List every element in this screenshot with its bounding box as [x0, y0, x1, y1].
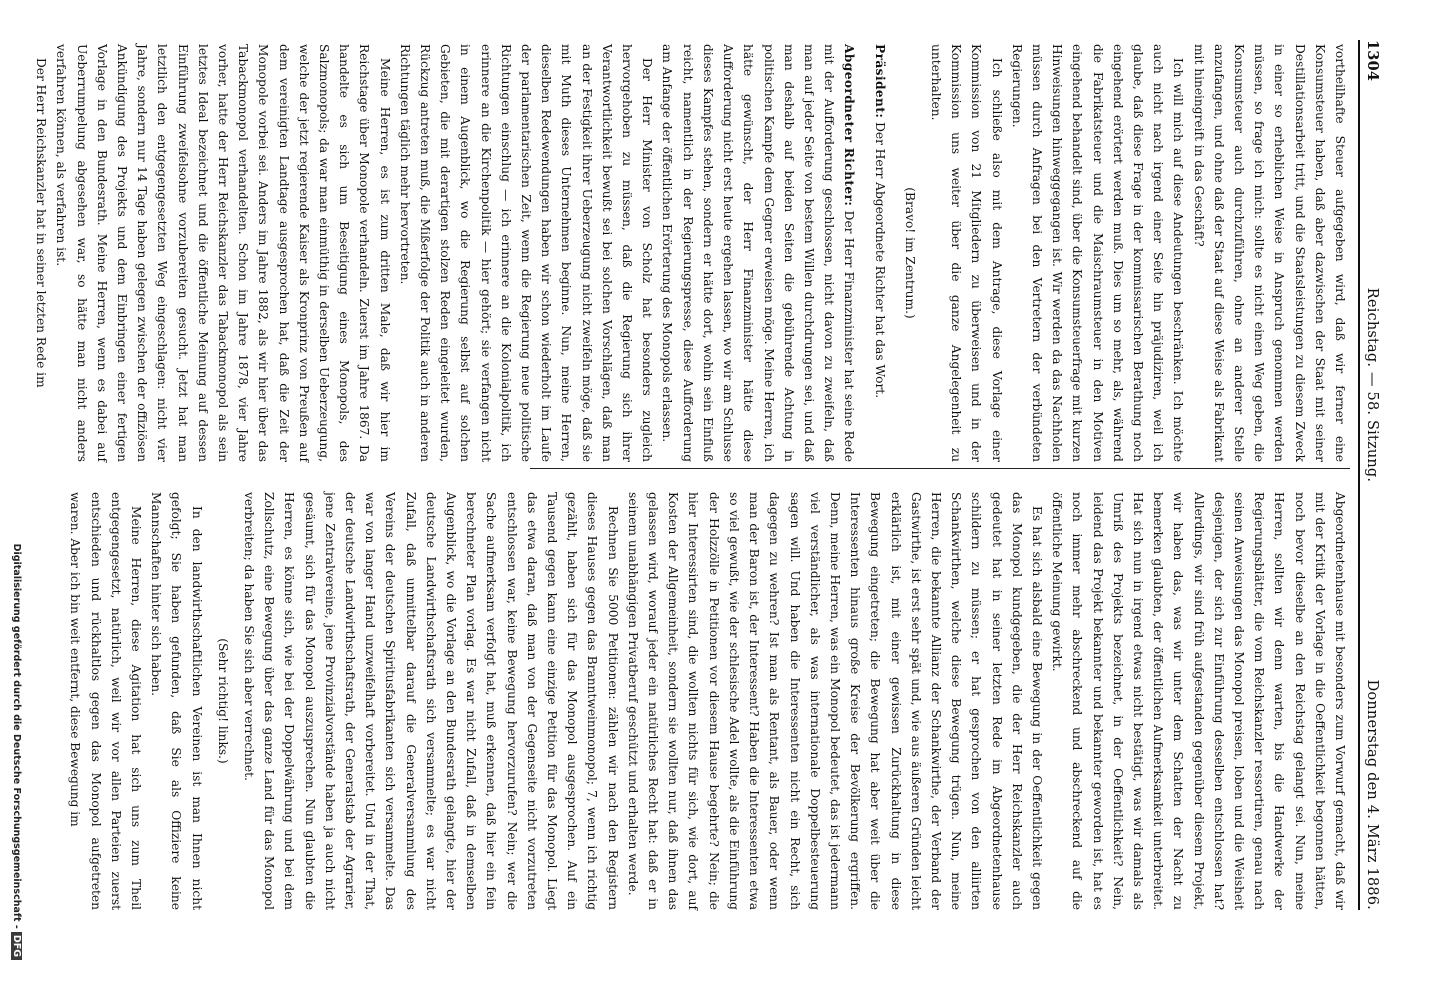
header-session	[1364, 120, 1380, 650]
speech-text: Der Herr Finanzminister hat seine Rede mit der Aufforderung geschlossen, nicht davon zu zweifeln, daß man auf jeder Seite von bestem Willen durchdrungen sei, und daß man deshalb auf beiden Seiten die gebührende Achtung in politischen Kampfe dem Gegner erweisen möge. Meine Herren, ich hätte gewünscht, der Herr Finanzminister hätte diese Aufforderung nicht erst heute ergehen lassen, wo wir am Schlusse dieses Kampfes stehen, sondern er hätte dort, wohin sein Einfluß reicht, namentlich in der Regierungspresse, diese Aufforderung am Anfange der öffentlichen Erörterung des Monopols erlassen.	[660, 44, 857, 462]
paragraph: Der Herr Reichskanzler hat in seiner letzten Rede im	[34, 58, 49, 388]
dfg-logo-badge: DFG	[11, 932, 22, 960]
paragraph: Meine Herren, es ist zum dritten Male, daß wir hier im Reichstage über Monopole verhandeln. Zuerst im Jahre 1867. Da handelte es sich um Beseitigung eines Monopols, des Salzmonopols; da war man einmüthig in derselben Ueberzeugung, welche der jetzt regierende Kaiser als Kronprinz von Preußen auf dem vereinigten Landtage ausgesprochen hat, daß die Zeit der Monopole vorbei sei. Anders im Jahre 1882, als wir hier über das Tabackmonopol verhandelten. Schon im Jahre 1878, vier Jahre vorher, hatte der Herr Reichskanzler das Tabackmonopol als sein letztes Ideal bezeichnet und die öffentliche Meinung auf dessen Einführung zweifelsohne vorzubereiten gesucht. Jetzt hat man letztlich den entgegengesetzten Weg eingeschlagen: nicht vier Jahre, sondern nur 14 Tage haben gelegen zwischen der offiziösen Ankündigung des Projekts und dem Einbringen einer fertigen Vorlage in den Bundesrath. Meine Herren, wenn es dabei auf Ueberrumpelung abgesehen war, so hätte man nicht anders verfahren können, als verfahren ist.	[54, 44, 392, 462]
speaker-paragraph	[869, 44, 889, 462]
paragraph: Rechnen Sie 5000 Petitionen: zählen wir nach den Registern dieses Hauses gegen das Branntweinmonopol; 7, wenn ich richtig gezählt, haben sich für das Monopol ausgesprochen. Auf ein Tausend gegen kann eine einzige Petition für das Monopol. Liegt das etwa daran, daß man von der Gegenseite nicht vorzutreten entschlossen war, keine Bewegung hervorzurufen? Nein; wer die Sache aufmerksam verfolgt hat, muß erkennen, daß hier ein fein berechneter Plan vorlag. Es war nicht Zufall, daß in demselben Augenblick, wo die Vorlage an den Bundesrath gelangte, hier der deutsche Landwirthschaftsrath sich versammelte; es war nicht Zufall, daß unmittelbar darauf die Generalversammlung des Vereins der deutschen Spiritusfabrikanten sich versammelte. Das war von langer Hand unzweifelhaft vorbereitet. Und in der That, der deutsche Landwirthschaftsrath, der Generalstab der Agrarier, jene Zentralvereine, jene Provinzialvorstände haben ja auch nicht gesäumt, sich für das Monopol auszusprechen. Nun glaubten die Herren, es könne sich, wie bei der Doppelwährung und bei dem Zollschutz, eine Bewegung über das ganze Land für das Monopol verbreiten; da haben Sie sich aber verrechnet.	[242, 492, 620, 910]
digitization-credit	[6, 40, 22, 960]
paragraph: Meine Herren, diese Agitation hat sich uns zum Theil entgegengesetzt, natürlich, weil wir vor allen Parteien zuerst entschieden und rückhaltlos gegen das Monopol aufgetreten waren. Aber ich bin weit entfernt, diese Bewegung im	[68, 492, 144, 910]
page-number: 1304	[1364, 40, 1381, 82]
right-column	[68, 492, 1350, 910]
paragraph: In den landwirthschaftlichen Vereinen ist man Ihnen nicht gefolgt; Sie haben gefunden, daß Sie als Offiziere keine Mannschaften hinter sich haben.	[149, 492, 204, 910]
speaker-name: Abgeordneter Richter:	[842, 44, 857, 207]
column-divider	[530, 468, 1350, 469]
interjection: (Bravo! im Zentrum.)	[902, 187, 917, 319]
speaker-name: Präsident:	[872, 44, 887, 119]
page-header	[1364, 40, 1386, 910]
speech-text: Der Herr Abgeordnete Richter hat das Wort.	[872, 118, 887, 399]
paragraph: Ich schließe also mit dem Antrage, diese Vorlage einer Kommission von 21 Mitgliedern zu überweisen und in der Kommission uns weiter über die ganze Angelegenheit zu unterhalten.	[928, 44, 1004, 462]
paragraph: Abgeordnetenhause mit besonders zum Vorwurf gemacht, daß wir mit der Kritik der Vorlage in die Oeffentlichkeit begonnen hätten, noch bevor dieselbe an den Reichstag gelangt sei. Nun, meine Herren, sollten wir denn warten, bis die Handwerke der Regierungsblätter, die vom Reichskanzler ressortiren, genau nach seinen Anweisungen das Monopol preisen, loben und die Weisheit desjenigen, der sich zur Einführung desselben entschlossen hat? Allerdings, wir sind früh aufgestanden gegenüber diesem Projekt, wir haben das, was wir unter dem Schatten der Nacht zu bemerken glaubten, der öffentlichen Aufmerksamkeit unterbreitet. Hat sich nun in irgend etwas nicht bestätigt, was wir damals als Umriß des Projekts bezeichnet, in der Oeffentlichkeit? Nein, leidend das Projekt bekannter und bekannter geworden ist, hat es noch immer mehr abschreckend und abschreckend auf die öffentliche Meinung gewirkt.	[1050, 492, 1347, 910]
paragraph: vortheilhafte Steuer aufgegeben wird, daß wir ferner eine Konsumsteuer haben, daß aber dazwischen der Staat mit seiner Destillationsarbeit tritt, und die Staatsleistungen zu diesem Zweck in einer so erheblichen Weise in Anspruch genommen werden müssen, so frage ich mich: sollte es nicht einen Weg geben, die Konsumsteuer auch durchzuführen, ohne an anderer Stelle anzufangen, und ohne daß der Staat auf diese Weise als Fabrikant mit hineingreift in das Geschäft?	[1191, 44, 1347, 462]
interjection: (Sehr richtig! links.)	[215, 638, 230, 764]
header-left-part: Reichstag.	[1364, 287, 1380, 368]
left-column	[34, 44, 1350, 462]
paragraph: Ich will mich auf diese Andeutungen beschränken. Ich möchte auch nicht nach irgend einer Seite hin präjudiziren, weil ich glaube, daß diese Frage in der kommissarischen Berathung noch eingehend erörtert werden muß. Dies um so mehr, als, während die Fabrikatsteuer und die Maischraumsteuer in den Motiven eingehend behandelt sind, über die Konsumsteuerfrage mit kurzen Hinweisungen hinweggegangen ist. Wir werden da das Nachholen müssen durch Anfragen bei den Vertretern der verbündeten Regierungen.	[1009, 44, 1186, 462]
header-middle-part: — 58. Sitzung.	[1364, 372, 1380, 483]
paragraph: Es hat sich alsbald eine Bewegung in der Oeffentlichkeit gegen das Monopol kundgegeben, die der Herr Reichskanzler auch gedeutet hat in seiner letzten Rede im Abgeordnetenhause schildern zu müssen; er hat gesprochen von den alliirten Schankwirthen, welche diese Bewegung trügen. Nun, meine Herren, die bekannte Allianz der Schankwirthe, der Verband der Gastwirthe, ist erst sehr spät und, wie aus äußeren Gründen leicht erklärlich ist, mit einer gewissen Zurückhaltung in diese Bewegung eingetreten; die Bewegung hat aber weit über die Interessenten hinaus große Kreise der Bevölkerung ergriffen. Denn, meine Herren, was ein Monopol bedeutet, das ist jedermann viel verständlicher, als was internationale Doppelbesteuerung sagen will. Und haben die Interessenten nicht ein Recht, sich dagegen zu wehren? Ist man als Rentant, als Bauer, oder wenn man der Baron ist, der Interessent? Haben die Interessenten etwa so viel gewußt, wie der schlesische Adel wollte, als die Einführung der Holzzölle in Petitionen vor diesem Hause begehrte? Nein; die hier Interessirten sind, die wollten nichts für sich, wie dort, auf Kosten der Allgemeinheit, sondern sie wollten nur, daß ihnen das gelassen wird, worauf jeder ein natürliches Recht hat: daß er in seinem unabhängigen Privatberuf geschützt und erhalten werde.	[625, 492, 1044, 910]
paragraph: Der Herr Minister von Scholz hat besonders zugleich hervorgehoben zu müssen, daß die Regierung sich ihrer Verantwortlichkeit bewußt sei bei solchen Vorschlägen, daß man an der Festigkeit ihrer Ueberzeugung nicht zweifeln möge, daß sie mit Muth dieses Unternehmen beginne. Nun, meine Herren, dieselben Redewendungen haben wir schon wiederholt im Laufe der parlamentarischen Zeit, wenn die Regierung neue politische Richtungen einschlug — ich erinnere an die Kolonialpolitik, ich erinnere an die Kirchenpolitik — hier gehört; sie verfangen nicht in einem Augenblick, wo die Regierung selbst auf solchen Gebieten, die mit derartigen stolzen Reden eingeleitet wurden, Rückzug antreten muß, die Mißerfolge der Politik auch in anderen Richtungen täglich mehr hervortreten.	[397, 44, 655, 462]
credit-text: Digitalisierung gefördert durch die Deutsche Forschungsgemeinschaft -	[11, 543, 22, 929]
header-date: Donnerstag den 4. März 1886.	[1364, 679, 1380, 910]
header-rule	[1358, 40, 1360, 910]
speaker-paragraph	[657, 44, 859, 462]
